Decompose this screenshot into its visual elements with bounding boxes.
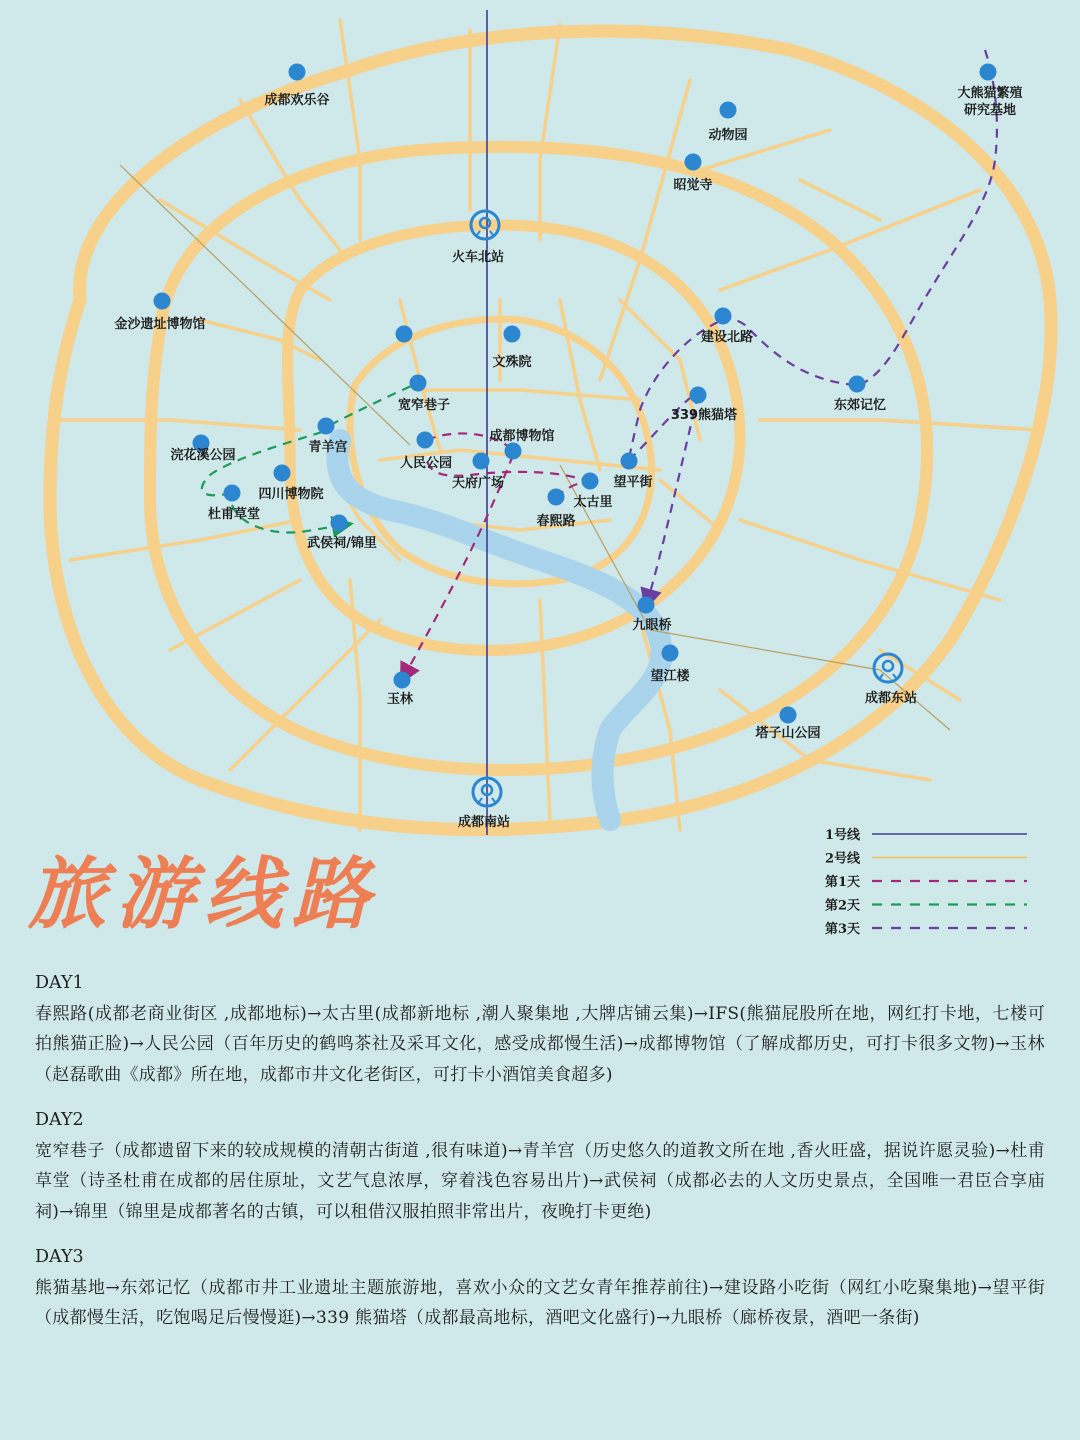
poi-marker-icon [154,293,171,310]
legend-label: 1号线 [825,828,861,843]
poi-marker-icon [417,432,434,449]
poi-label: 青羊宫 [308,440,348,455]
poi-label: 研究基地 [963,103,1017,118]
poi-label: 成都欢乐谷 [264,93,330,108]
poi-east_station [865,690,917,706]
poi-marker-icon [396,326,413,343]
poi-label: 文殊院 [492,355,532,370]
poi-unnamed [396,326,413,343]
poi-marker-icon [331,515,348,532]
day-1-block [35,968,1045,1090]
poi-marker-icon [690,387,707,404]
day-2-text: 宽窄巷子（成都遗留下来的较成规模的清朝古街道 ,很有味道)→青羊宫（历史悠久的道教文所在地 ,香火旺盛，据说许愿灵验)→杜甫草堂（诗圣杜甫在成都的居住原址，文艺气息浓厚，穿着浅色容易出片)→武侯祠（成都必去的人文历史景点，全国唯一君臣合享庙祠)→锦里（锦里是成都著名的古镇，可以租借汉服拍照非常出片，夜晚打卡更绝) [35,1140,1045,1222]
poi-marker-icon [410,375,427,392]
poi-marker-icon [318,418,335,435]
poi-marker-icon [980,64,997,81]
poi-marker-icon [289,64,306,81]
poi-label: 动物园 [708,128,748,143]
page-title: 旅游线路 [28,849,381,940]
poi-marker-icon [685,154,702,171]
poi-marker-icon [505,443,522,460]
poi-label: 望江楼 [650,669,690,684]
poi-label: 玉林 [386,692,414,707]
poi-marker-icon [274,465,291,482]
itinerary [35,968,1045,1349]
day-1-label: DAY1 [35,973,84,993]
poi-marker-icon [662,645,679,662]
poi-south_station [458,814,510,830]
poi-label: 昭觉寺 [673,178,713,193]
day-3-label: DAY3 [35,1247,84,1267]
legend-label: 第3天 [825,922,861,937]
poi-label: 九眼桥 [632,618,672,633]
poi-label: 大熊猫繁殖 [957,86,1023,101]
poi-label: 望平街 [613,475,653,490]
poi-label: 塔子山公园 [755,726,821,741]
poi-label: 浣花溪公园 [170,448,236,463]
poi-marker-icon [548,489,565,506]
day-2-block [35,1105,1045,1227]
poi-marker-icon [504,326,521,343]
poi-label: 四川博物院 [258,487,324,502]
poi-label: 宽窄巷子 [397,398,451,413]
poi-marker-icon [224,485,241,502]
legend-label: 第1天 [825,875,861,890]
poi-label: 成都南站 [457,815,511,830]
poi-label: 金沙遗址博物馆 [114,317,206,332]
day-2-label: DAY2 [35,1110,84,1130]
poi-marker-icon [582,473,599,490]
poi-marker-icon [473,453,490,470]
poi-label: 成都东站 [864,691,918,706]
poi-marker-icon [849,376,866,393]
poi-label: 天府广场 [451,476,505,491]
poi-label: 武侯祠/锦里 [307,536,377,551]
poi-label: 成都博物馆 [489,429,555,444]
poi-label: 339熊猫塔 [670,408,738,423]
poi-marker-icon [715,308,732,325]
poi-marker-icon [394,672,411,689]
poi-label: 东郊记忆 [833,398,887,413]
poi-label: 火车北站 [451,250,505,265]
poi-label: 杜甫草堂 [207,507,261,522]
poi-north_station [452,249,504,265]
day-3-block [35,1242,1045,1334]
poi-marker-icon [621,453,638,470]
legend-label: 第2天 [825,898,861,914]
day-1-text: 春熙路(成都老商业街区 ,成都地标)→太古里(成都新地标 ,潮人聚集地 ,大牌店铺云集)→IFS(熊猫屁股所在地，网红打卡地，七楼可拍熊猫正脸)→人民公园（百年历史的鹤鸣茶社及采耳文化，感受成都慢生活)→成都博物馆（了解成都历史，可打卡很多文物)→玉林（赵磊歌曲《成都》所在地，成都市井文化老街区，可打卡小酒馆美食超多) [35,1003,1045,1085]
day-3-text: 熊猫基地→东郊记忆（成都市井工业遗址主题旅游地，喜欢小众的文艺女青年推荐前往)→建设路小吃街（网红小吃聚集地)→望平街（成都慢生活，吃饱喝足后慢慢逛)→339 熊猫塔（成都最高地标，酒吧文化盛行)→九眼桥（廊桥夜景，酒吧一条街) [35,1277,1045,1328]
poi-label: 太古里 [573,495,613,510]
poi-marker-icon [638,597,655,614]
poi-label: 春熙路 [536,514,576,529]
poi-label: 人民公园 [399,456,453,471]
legend-label: 2号线 [825,851,861,867]
poi-marker-icon [720,102,737,119]
poi-label: 建设北路 [700,330,754,345]
poi-marker-icon [780,707,797,724]
